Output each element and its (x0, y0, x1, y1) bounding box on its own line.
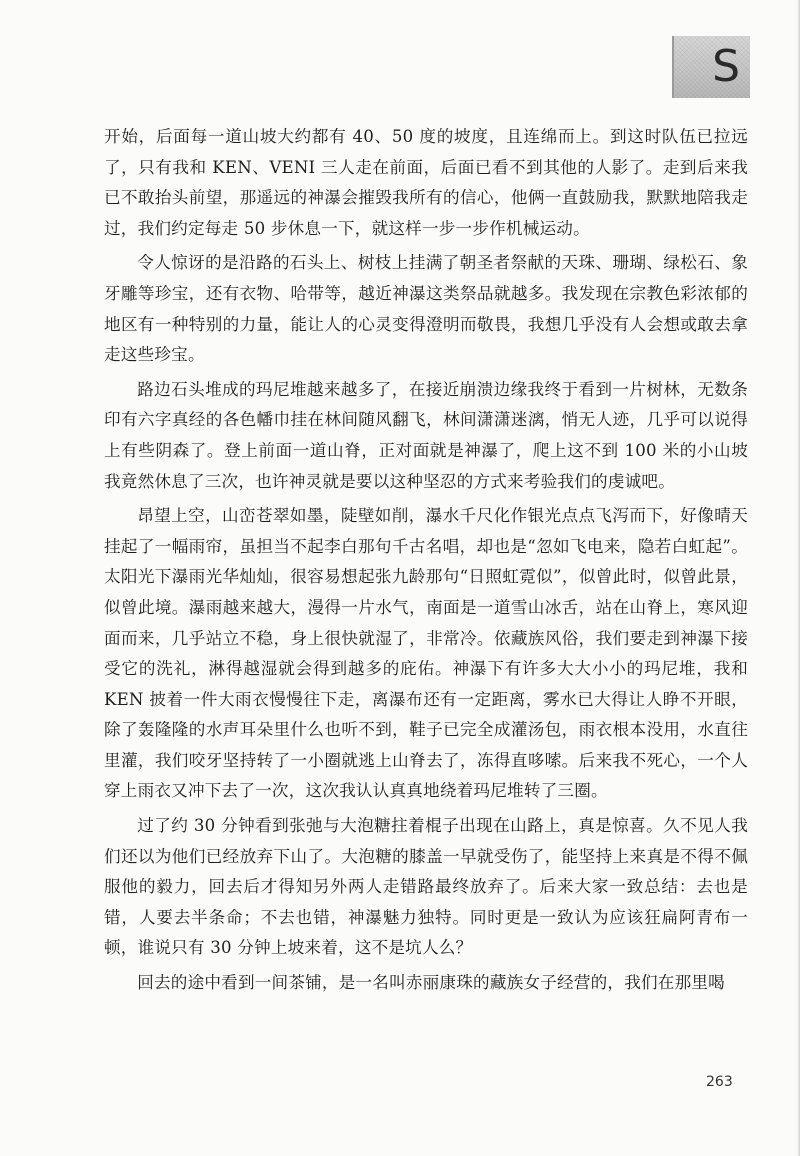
paragraph: 回去的途中看到一间茶铺，是一名叫赤丽康珠的藏族女子经营的，我们在那里喝 (137, 973, 725, 993)
section-letter: S (712, 41, 740, 92)
paragraph: 令人惊讶的是沿路的石头上、树枝上挂满了朝圣者祭献的天珠、珊瑚、绿松石、象牙雕等珍宝，还有衣物、哈带等，越近神瀑这类祭品就越多。我发现在宗教色彩浓郁的地区有一种特别的力量，能让人的心灵变得澄明而敬畏，我想几乎没有人会想或敢去拿走这些珍宝。 (104, 253, 748, 365)
paragraph: 路边石头堆成的玛尼堆越来越多了，在接近崩溃边缘我终于看到一片树林，无数条印有六字真经的各色幡巾挂在林间随风翻飞，林间潇潇迷漓，悄无人迹，几乎可以说得上有些阴森了。登上前面一道山脊，正对面就是神瀑了，爬上这不到 100 米的小山坡我竟然休息了三次，也许神灵就是要以这种坚忍的方式来考验我们的虔诚吧。 (104, 379, 748, 491)
section-tab (672, 36, 750, 98)
paragraph: 昂望上空，山峦苍翠如墨，陡壁如削，瀑水千尺化作银光点点飞泻而下，好像晴天挂起了一幅雨帘，虽担当不起李白那句千古名唱，却也是“忽如飞电来，隐若白虹起”。太阳光下瀑雨光华灿灿，很容易想起张九龄那句“日照虹霓似”，似曾此时，似曾此景，似曾此境。瀑雨越来越大，漫得一片水气，南面是一道雪山冰舌，站在山脊上，寒风迎面而来，几乎站立不稳，身上很快就湿了，非常冷。依藏族风俗，我们要走到神瀑下接受它的洗礼，淋得越湿就会得到越多的庇佑。神瀑下有许多大大小小的玛尼堆，我和 KEN 披着一件大雨衣慢慢往下走，离瀑布还有一定距离，雾水已大得让人睁不开眼，除了轰隆隆的水声耳朵里什么也听不到，鞋子已完全成灌汤包，雨衣根本没用，水直往里灌，我们咬牙坚持转了一小圈就逃上山脊去了，冻得直哆嗦。后来我不死心，一个人穿上雨衣又冲下去了一次，这次我认认真真地绕着玛尼堆转了三圈。 (104, 506, 748, 801)
paragraph: 过了约 30 分钟看到张弛与大泡糖拄着棍子出现在山路上，真是惊喜。久不见人我们还以为他们已经放弃下山了。大泡糖的膝盖一早就受伤了，能坚持上来真是不得不佩服他的毅力，回去后才得知另外两人走错路最终放弃了。后来大家一致总结：去也是错，人要去半条命；不去也错，神瀑魅力独特。同时更是一致认为应该狂扁阿青布一顿，谁说只有 30 分钟上坡来着，这不是坑人么？ (104, 816, 748, 958)
body-text (104, 122, 748, 999)
page-number: 263 (706, 1074, 733, 1090)
paragraph: 开始，后面每一道山坡大约都有 40、50 度的坡度，且连绵而上。到这时队伍已拉远了，只有我和 KEN、VENI 三人走在前面，后面已看不到其他的人影了。走到后来我已不敢抬头前望，那遥远的神瀑会摧毁我所有的信心，他俩一直鼓励我，默默地陪我走过，我们约定每走 50 步休息一下，就这样一步一步作机械运动。 (104, 127, 748, 238)
